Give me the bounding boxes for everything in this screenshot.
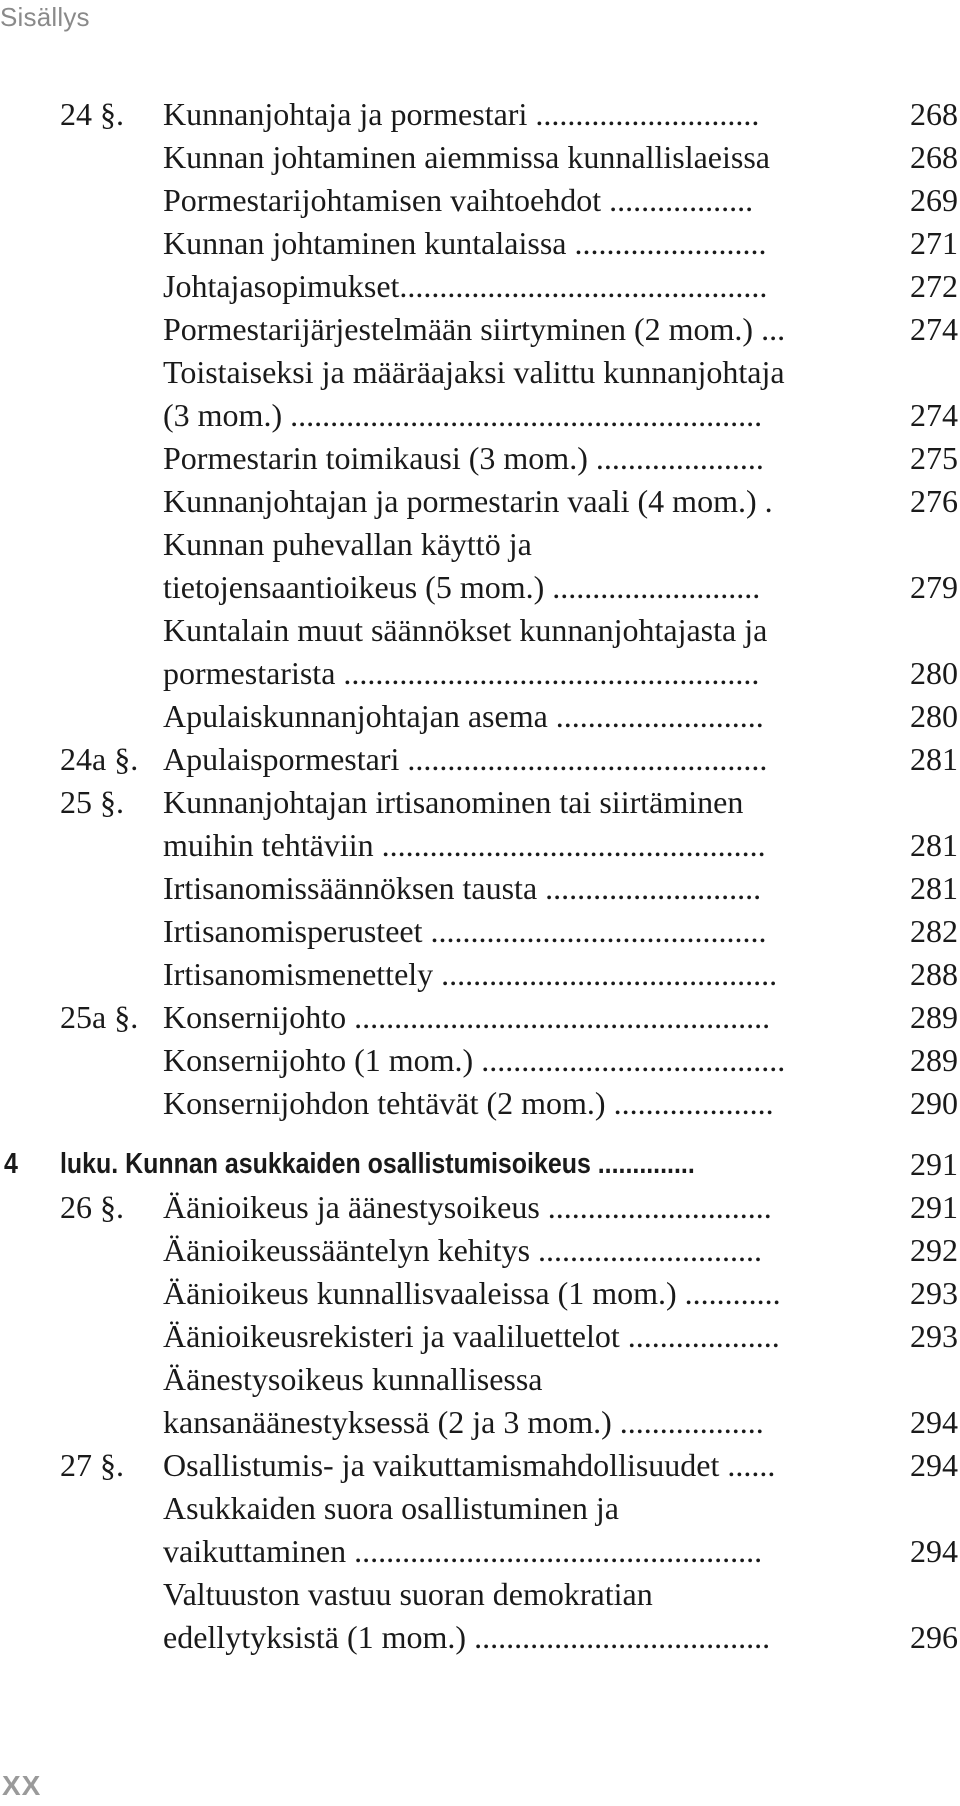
entry-title: Konsernijohto (1 mom.) ...................................... bbox=[163, 1042, 786, 1078]
page-number: 281 bbox=[910, 741, 958, 777]
toc-row bbox=[0, 566, 960, 609]
entry-title: Kunnan johtaminen aiemmissa kunnallislaeissa bbox=[163, 139, 770, 175]
toc-row bbox=[0, 781, 960, 824]
entry-title: Pormestarijärjestelmään siirtyminen (2 mom.) ... bbox=[163, 311, 786, 347]
entry-title: Pormestarijohtamisen vaihtoehdot .................. bbox=[163, 182, 754, 218]
toc-row bbox=[0, 1358, 960, 1401]
toc-row bbox=[0, 1186, 960, 1229]
entry-title: Osallistumis- ja vaikuttamismahdollisuudet ...... bbox=[163, 1447, 776, 1483]
entry-title: Apulaiskunnanjohtajan asema .......................... bbox=[163, 698, 764, 734]
toc-row bbox=[0, 93, 960, 136]
entry-title: Kunnanjohtaja ja pormestari ............................ bbox=[163, 96, 760, 132]
entry-title: Kunnanjohtajan ja pormestarin vaali (4 mom.) . bbox=[163, 483, 773, 519]
entry-title: Toistaiseksi ja määräajaksi valittu kunnanjohtaja bbox=[163, 354, 785, 390]
toc-row bbox=[0, 738, 960, 781]
section-number: 26 §. bbox=[60, 1189, 124, 1225]
entry-title: muihin tehtäviin ................................................ bbox=[163, 827, 766, 863]
page-number: 268 bbox=[910, 96, 958, 132]
page-number: 289 bbox=[910, 999, 958, 1035]
section-number: 25a §. bbox=[60, 999, 139, 1035]
toc-row bbox=[0, 695, 960, 738]
toc-row bbox=[0, 179, 960, 222]
page-number: 268 bbox=[910, 139, 958, 175]
chapter-row bbox=[0, 1143, 960, 1186]
toc-row bbox=[0, 1082, 960, 1125]
page-number: 291 bbox=[910, 1189, 958, 1225]
section-number: 24 §. bbox=[60, 96, 124, 132]
toc-row bbox=[0, 1444, 960, 1487]
page-number: 271 bbox=[910, 225, 958, 261]
toc-row bbox=[0, 1487, 960, 1530]
toc-row bbox=[0, 308, 960, 351]
entry-title: Johtajasopimukset.............................................. bbox=[163, 268, 768, 304]
page-number: 294 bbox=[910, 1533, 958, 1569]
entry-title: Pormestarin toimikausi (3 mom.) ..................... bbox=[163, 440, 764, 476]
toc-row bbox=[0, 1272, 960, 1315]
chapter-number: 4 bbox=[4, 1148, 18, 1180]
entry-title: vaikuttaminen ................................................... bbox=[163, 1533, 763, 1569]
page-number: 292 bbox=[910, 1232, 958, 1268]
page-number: 274 bbox=[910, 397, 958, 433]
page-number: 274 bbox=[910, 311, 958, 347]
toc-row bbox=[0, 953, 960, 996]
entry-title: Äänioikeus kunnallisvaaleissa (1 mom.) ............ bbox=[163, 1275, 781, 1311]
page-number: 281 bbox=[910, 827, 958, 863]
toc-row bbox=[0, 437, 960, 480]
page-number: 282 bbox=[910, 913, 958, 949]
page-number: 293 bbox=[910, 1275, 958, 1311]
entry-title: edellytyksistä (1 mom.) ..................................... bbox=[163, 1619, 771, 1655]
toc-row bbox=[0, 1039, 960, 1082]
toc-row bbox=[0, 136, 960, 179]
entry-title: Äänioikeussääntelyn kehitys ............................ bbox=[163, 1232, 763, 1268]
entry-title: pormestarista .................................................... bbox=[163, 655, 760, 691]
entry-title: Äänestysoikeus kunnallisessa bbox=[163, 1361, 543, 1397]
page-number: 276 bbox=[910, 483, 958, 519]
toc-row bbox=[0, 910, 960, 953]
toc-row bbox=[0, 867, 960, 910]
entry-title: tietojensaantioikeus (5 mom.) .......................... bbox=[163, 569, 761, 605]
toc-row bbox=[0, 1315, 960, 1358]
page-number: 280 bbox=[910, 655, 958, 691]
page-number: 281 bbox=[910, 870, 958, 906]
section-number: 25 §. bbox=[60, 784, 124, 820]
entry-title: Äänioikeusrekisteri ja vaaliluettelot ................... bbox=[163, 1318, 780, 1354]
page-number: 294 bbox=[910, 1447, 958, 1483]
toc-row bbox=[0, 265, 960, 308]
page-folio: XX bbox=[2, 1770, 42, 1801]
toc-row bbox=[0, 523, 960, 566]
page-number: 290 bbox=[910, 1085, 958, 1121]
entry-title: (3 mom.) ........................................................... bbox=[163, 397, 763, 433]
section-number: 27 §. bbox=[60, 1447, 124, 1483]
page-number: 272 bbox=[910, 268, 958, 304]
entry-title: Irtisanomismenettely .......................................... bbox=[163, 956, 778, 992]
toc-row bbox=[0, 1229, 960, 1272]
entry-title: Kunnan puhevallan käyttö ja bbox=[163, 526, 532, 562]
page-number: 280 bbox=[910, 698, 958, 734]
entry-title: Konsernijohdon tehtävät (2 mom.) .................... bbox=[163, 1085, 774, 1121]
page-number: 275 bbox=[910, 440, 958, 476]
page-number: 289 bbox=[910, 1042, 958, 1078]
page-number: 279 bbox=[910, 569, 958, 605]
toc-row bbox=[0, 996, 960, 1039]
page-number: 294 bbox=[910, 1404, 958, 1440]
toc-row bbox=[0, 1530, 960, 1573]
entry-title: Kuntalain muut säännökset kunnanjohtajasta ja bbox=[163, 612, 768, 648]
entry-title: Valtuuston vastuu suoran demokratian bbox=[163, 1576, 653, 1612]
toc-row bbox=[0, 1573, 960, 1616]
toc-row bbox=[0, 351, 960, 394]
chapter-title-text: luku. Kunnan asukkaiden osallistumisoikeus .............. bbox=[60, 1148, 695, 1180]
entry-title: Kunnanjohtajan irtisanominen tai siirtäminen bbox=[163, 784, 744, 820]
toc-row bbox=[0, 222, 960, 265]
toc-row bbox=[0, 1401, 960, 1444]
chapter-title bbox=[60, 1143, 840, 1186]
entry-title: Konsernijohto .................................................... bbox=[163, 999, 771, 1035]
table-of-contents bbox=[0, 93, 960, 1659]
section-number: 24a §. bbox=[60, 741, 139, 777]
entry-title: Kunnan johtaminen kuntalaissa ........................ bbox=[163, 225, 767, 261]
page-number: 293 bbox=[910, 1318, 958, 1354]
toc-row bbox=[0, 824, 960, 867]
toc-row bbox=[0, 480, 960, 523]
entry-title: kansanäänestyksessä (2 ja 3 mom.) .................. bbox=[163, 1404, 764, 1440]
toc-row bbox=[0, 394, 960, 437]
page-number: 296 bbox=[910, 1619, 958, 1655]
entry-title: Äänioikeus ja äänestysoikeus ............................ bbox=[163, 1189, 772, 1225]
toc-row bbox=[0, 652, 960, 695]
entry-title: Irtisanomissäännöksen tausta ........................... bbox=[163, 870, 762, 906]
toc-row bbox=[0, 609, 960, 652]
page-number: 288 bbox=[910, 956, 958, 992]
entry-title: Asukkaiden suora osallistuminen ja bbox=[163, 1490, 619, 1526]
entry-title: Apulaispormestari ............................................. bbox=[163, 741, 768, 777]
page-number: 269 bbox=[910, 182, 958, 218]
page-number: 291 bbox=[910, 1146, 958, 1182]
running-head: Sisällys bbox=[0, 2, 90, 32]
toc-row bbox=[0, 1616, 960, 1659]
entry-title: Irtisanomisperusteet .......................................... bbox=[163, 913, 767, 949]
